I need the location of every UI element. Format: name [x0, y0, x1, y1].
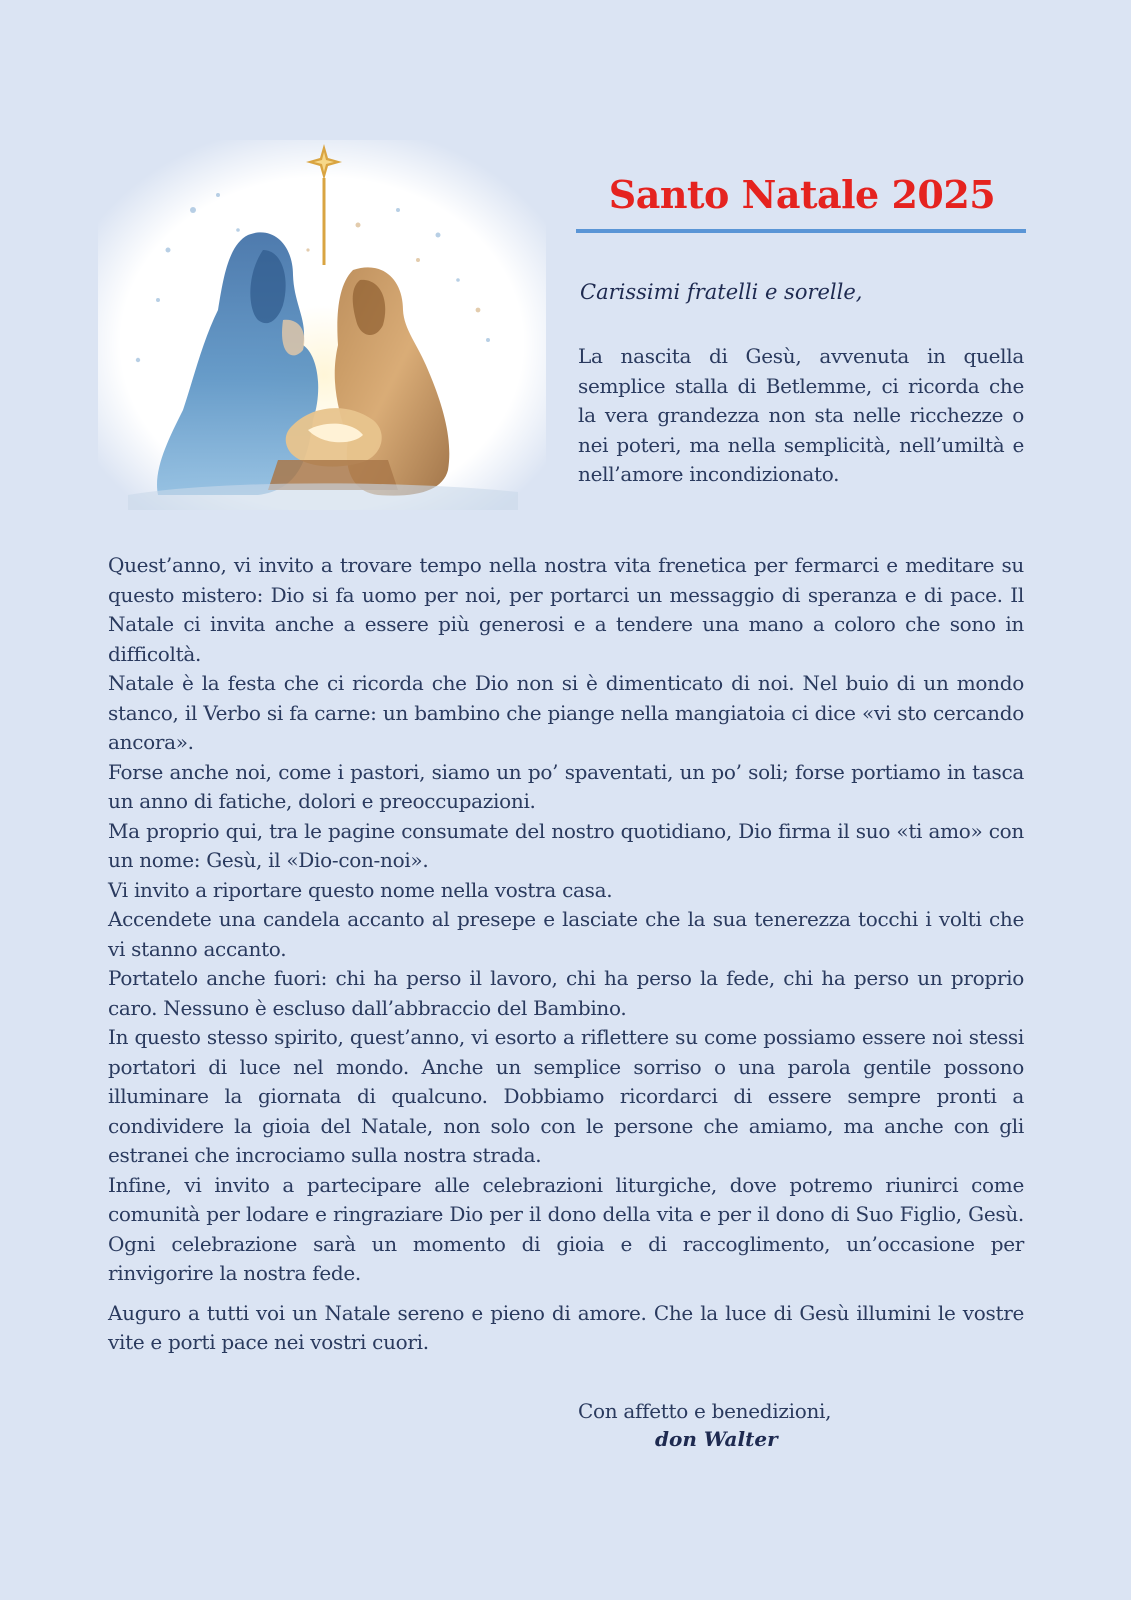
nativity-illustration [98, 140, 546, 510]
paragraph: Forse anche noi, come i pastori, siamo un po’ spaventati, un po’ soli; forse portiamo in tasca un anno di fatiche, dolori e preoccupazioni. [108, 759, 1024, 813]
paragraph: Auguro a tutti voi un Natale sereno e pieno di amore. Che la luce di Gesù illumini le vostre vite e porti pace nei vostri cuori. [108, 1300, 1024, 1354]
nativity-watercolor-icon [98, 140, 546, 510]
greeting: Carissimi fratelli e sorelle, [580, 280, 863, 304]
paragraph: Ma proprio qui, tra le pagine consumate del nostro quotidiano, Dio firma il suo «ti amo» con un nome: Gesù, il «Dio-con-noi». [108, 818, 1024, 872]
title-underline [576, 229, 1026, 233]
paragraph: Quest’anno, vi invito a trovare tempo nella nostra vita frenetica per fermarci e meditare su questo mistero: Dio si fa uomo per noi, per portarci un messaggio di speranza e di pace. Il Natale ci invita anche a essere più generosi e a tendere una mano a coloro che sono in difficoltà. [108, 553, 1024, 666]
paragraph: Accendete una candela accanto al presepe e lasciate che la sua tenerezza tocchi i volti che vi stanno accanto. [108, 907, 1024, 961]
intro-paragraph: La nascita di Gesù, avvenuta in quella semplice stalla di Betlemme, ci ricorda che la vera grandezza non sta nelle ricchezze o nei poteri, ma nella semplicità, nell’umiltà e nell’amore incondizionato. [578, 344, 1024, 486]
paragraph: In questo stesso spirito, quest’anno, vi esorto a riflettere su come possiamo essere noi stessi portatori di luce nel mondo. Anche un semplice sorriso o una parola gentile possono illuminare la giornata di qualcuno. Dobbiamo ricordarci di essere sempre pronti a condividere la gioia del Natale, non solo con le persone che amiamo, ma anche con gli estranei che incrociamo sulla nostra strada. [108, 1025, 1024, 1167]
paragraph: Portatelo anche fuori: chi ha perso il lavoro, chi ha perso la fede, chi ha perso un proprio caro. Nessuno è escluso dall’abbraccio del Bambino. [108, 966, 1024, 1020]
paragraph: Natale è la festa che ci ricorda che Dio non si è dimenticato di noi. Nel buio di un mondo stanco, il Verbo si fa carne: un bambino che piange nella mangiatoia ci dice «vi sto cercando ancora». [108, 671, 1024, 754]
page-title: Santo Natale 2025 [608, 172, 996, 217]
paragraph: Infine, vi invito a partecipare alle celebrazioni liturgiche, dove potremo riunirci come comunità per lodare e ringraziare Dio per il dono della vita e per il dono di Suo Figlio, Gesù. Ogni celebrazione sarà un momento di gioia e di raccoglimento, un’occasione per rinvigorire la nostra fede. [108, 1172, 1024, 1285]
signature: don Walter [655, 1427, 778, 1451]
closing-line: Con affetto e benedizioni, [578, 1399, 832, 1423]
paragraph: Vi invito a riportare questo nome nella vostra casa. [108, 877, 613, 902]
letter-body [108, 551, 1024, 1358]
